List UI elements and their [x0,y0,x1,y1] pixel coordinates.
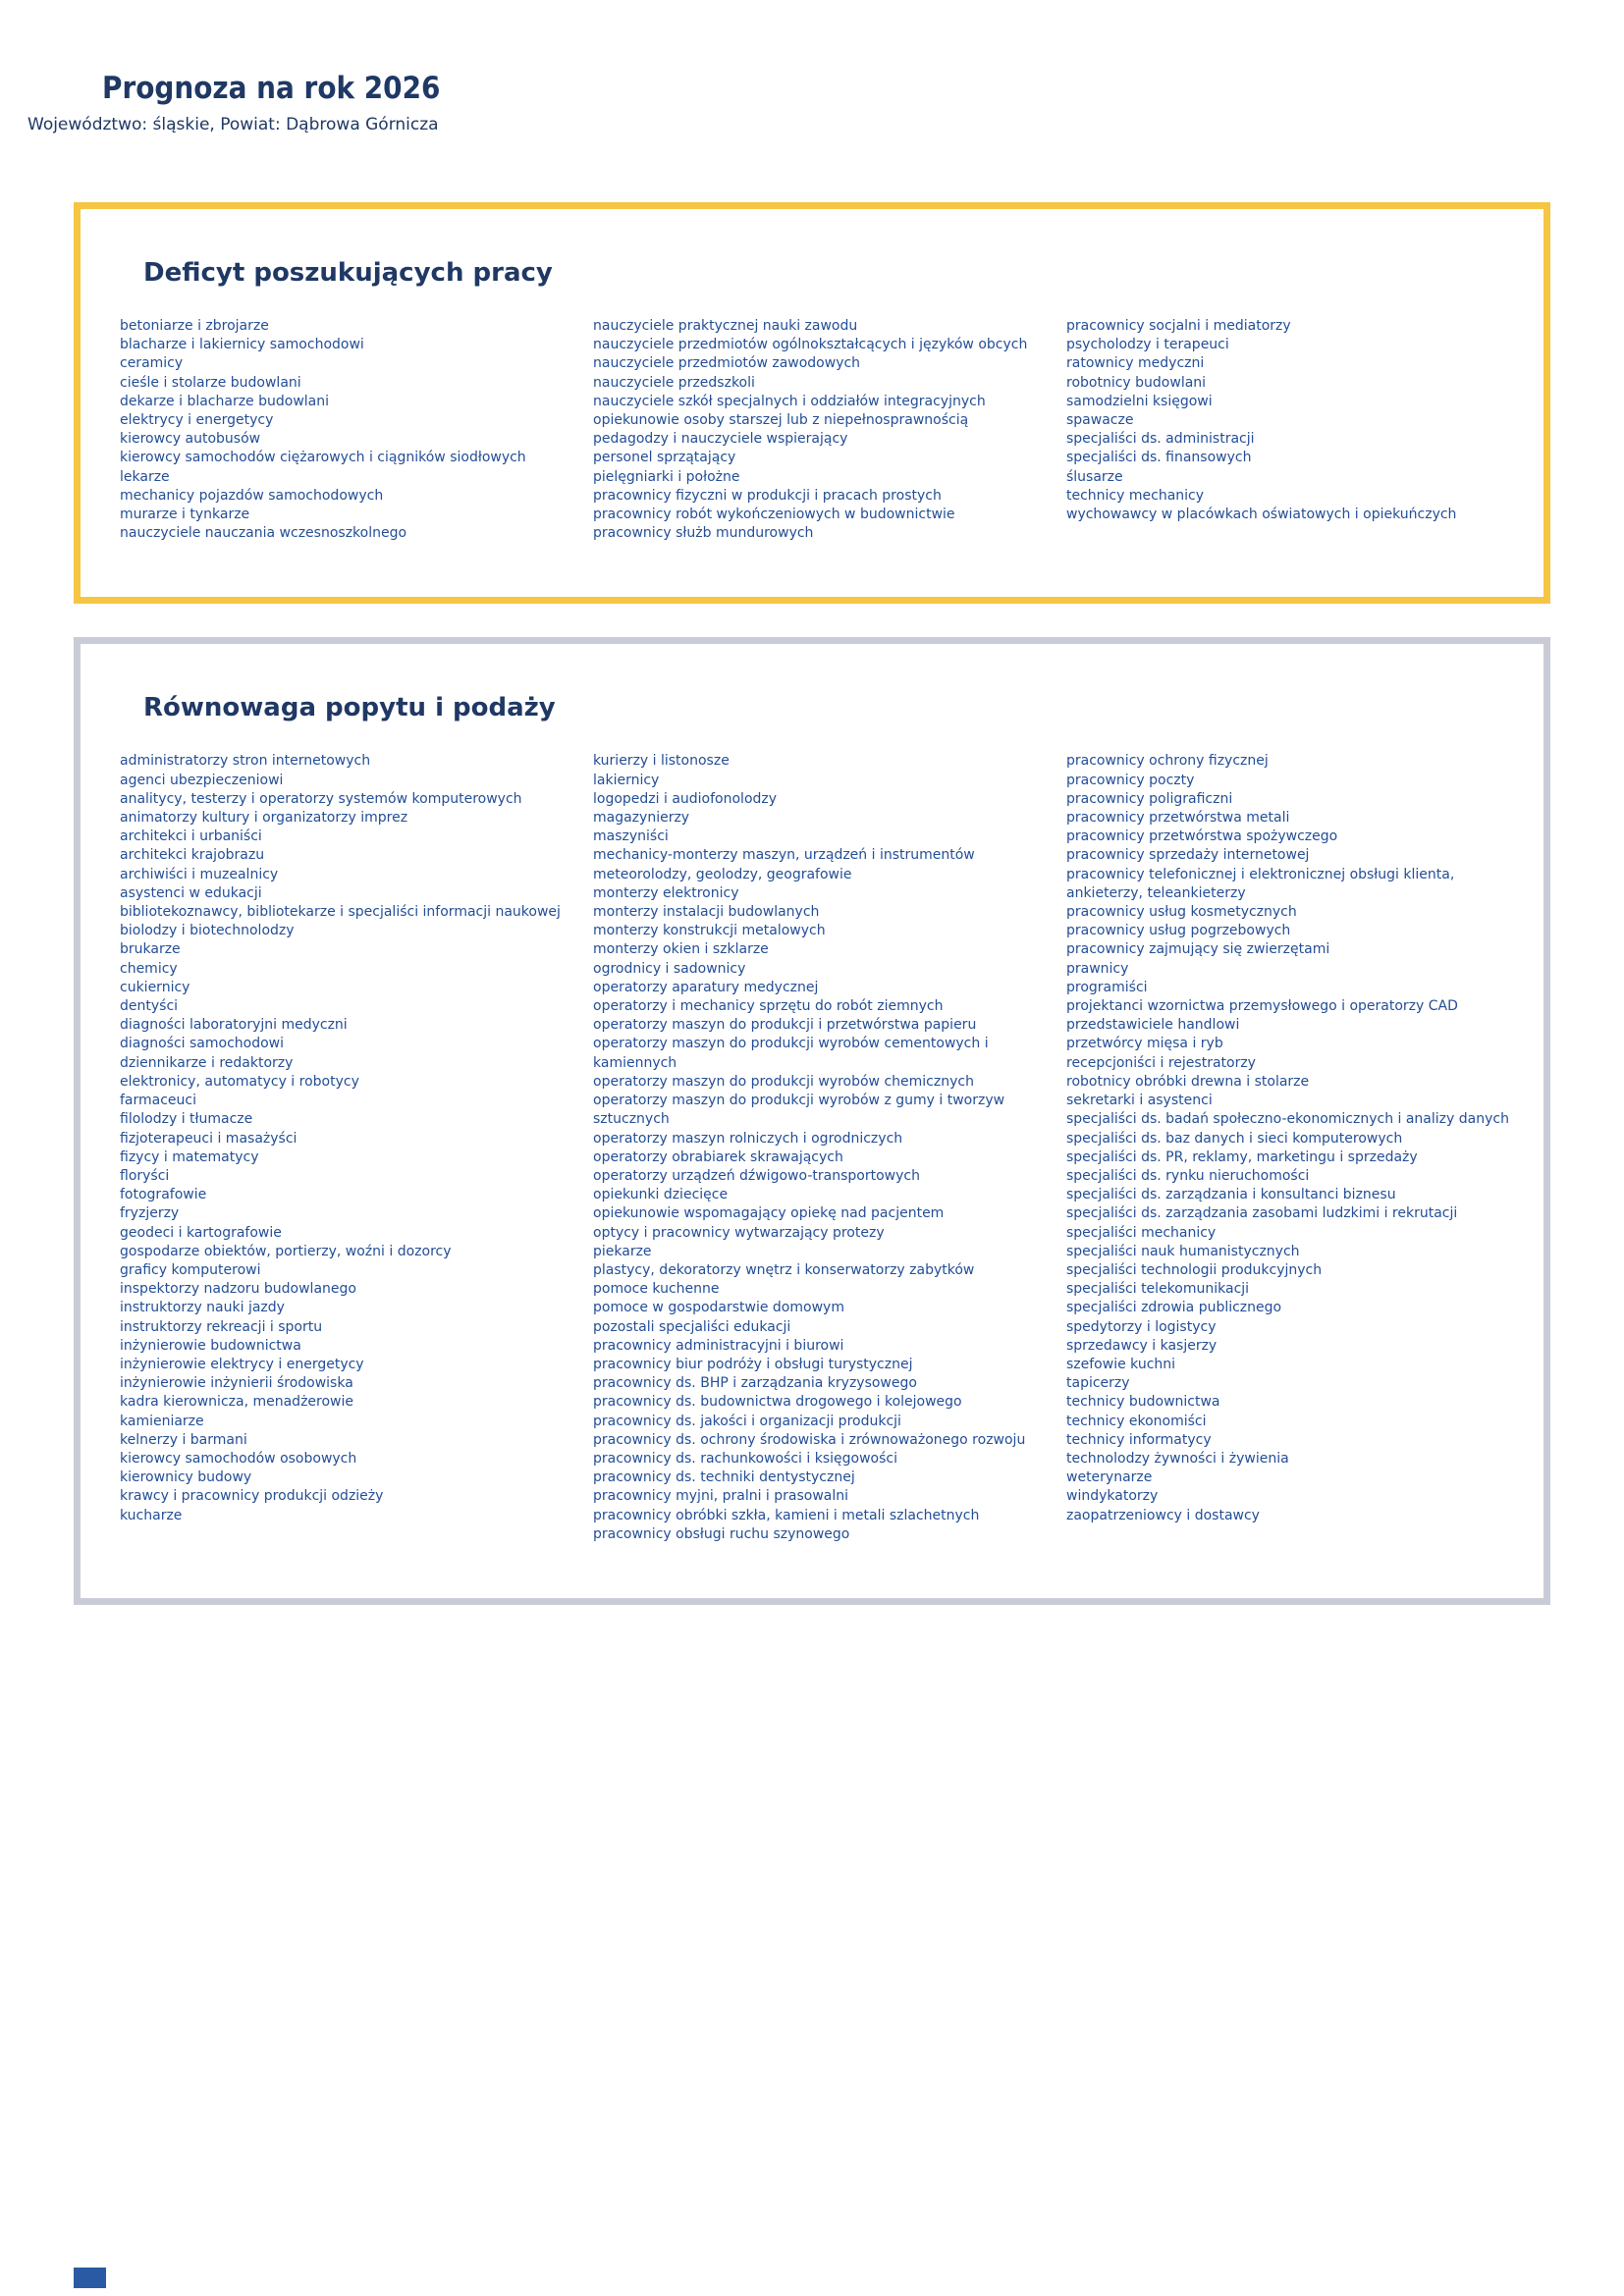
occupation-item: kierownicy budowy [120,1469,252,1486]
occupation-item: instruktorzy rekreacji i sportu [120,1318,323,1335]
occupation-item: pedagodzy i nauczyciele wspierający [593,431,848,448]
occupation-item: fizycy i matematycy [120,1148,259,1165]
occupation-item: specjaliści ds. zarządzania zasobami ludzkimi i rekrutacji [1066,1205,1458,1222]
occupation-item: plastycy, dekoratorzy wnętrz i konserwatorzy zabytków [593,1261,975,1278]
occupation-item: pracownicy służb mundurowych [593,525,814,542]
occupation-item: pracownicy ds. BHP i zarządzania kryzysowego [593,1375,917,1392]
occupation-item: operatorzy maszyn do produkcji wyrobów chemicznych [593,1073,974,1090]
occupation-item: murarze i tynkarze [120,507,250,523]
occupation-item: pracownicy ds. budownictwa drogowego i kolejowego [593,1394,962,1411]
occupation-item: kucharze [120,1507,183,1523]
occupation-item: pracownicy ds. jakości i organizacji produkcji [593,1413,901,1429]
occupation-item: krawcy i pracownicy produkcji odzieży [120,1488,384,1505]
occupation-item: analitycy, testerzy i operatorzy systemów komputerowych [120,790,522,807]
occupation-item: archiwiści i muzealnicy [120,866,279,882]
occupation-item: inżynierowie budownictwa [120,1337,301,1354]
occupation-item: zaopatrzeniowcy i dostawcy [1066,1507,1260,1523]
occupation-item: dziennikarze i redaktorzy [120,1054,294,1071]
occupation-item: instruktorzy nauki jazdy [120,1300,285,1316]
occupation-item: nauczyciele szkół specjalnych i oddziałów integracyjnych [593,393,986,409]
occupation-item: specjaliści zdrowia publicznego [1066,1300,1282,1316]
occupation-item: specjaliści ds. PR, reklamy, marketingu i sprzedaży [1066,1148,1418,1165]
occupation-item: programiści [1066,979,1148,995]
occupation-column [120,752,569,1544]
occupation-item: monterzy okien i szklarze [593,941,769,958]
occupation-item: windykatorzy [1066,1488,1159,1505]
occupation-item: projektanci wzornictwa przemysłowego i operatorzy CAD [1066,998,1458,1015]
occupation-item: logopedzi i audiofonolodzy [593,790,778,807]
occupation-item: cukiernicy [120,979,190,995]
occupation-item: ceramicy [120,355,184,372]
occupation-item: szefowie kuchni [1066,1356,1176,1372]
occupation-item: pracownicy socjalni i mediatorzy [1066,318,1291,334]
occupation-item: kurierzy i listonosze [593,753,730,770]
page-subtitle: Województwo: śląskie, Powiat: Dąbrowa Górnicza [27,115,439,134]
occupation-item: kierowcy samochodów osobowych [120,1450,357,1467]
occupation-item: ogrodnicy i sadownicy [593,960,746,977]
occupation-item: pracownicy poczty [1066,772,1195,788]
occupation-item: pracownicy fizyczni w produkcji i pracach prostych [593,487,942,504]
occupation-item: lekarze [120,468,170,485]
occupation-item: pielęgniarki i położne [593,468,740,485]
section-deficit [74,202,1550,604]
occupation-item: nauczyciele nauczania wczesnoszkolnego [120,525,407,542]
occupation-item: specjaliści technologii produkcyjnych [1066,1261,1323,1278]
occupation-column [593,752,1043,1544]
occupation-item: kadra kierownicza, menadżerowie [120,1394,353,1411]
occupation-item: ratownicy medyczni [1066,355,1205,372]
occupation-item: prawnicy [1066,960,1129,977]
occupation-item: elektrycy i energetycy [120,412,274,429]
occupation-item: mechanicy-monterzy maszyn, urządzeń i instrumentów [593,847,975,864]
occupation-item: pracownicy przetwórstwa spożywczego [1066,828,1338,845]
occupation-item: graficy komputerowi [120,1261,261,1278]
occupation-item: inżynierowie inżynierii środowiska [120,1375,353,1392]
occupation-item: przetwórcy mięsa i ryb [1066,1036,1223,1052]
occupation-item: pracownicy ds. techniki dentystycznej [593,1469,855,1486]
occupation-item: technicy informatycy [1066,1431,1212,1448]
occupation-item: operatorzy i mechanicy sprzętu do robót ziemnych [593,998,944,1015]
occupation-item: robotnicy budowlani [1066,374,1207,391]
occupation-item: operatorzy maszyn rolniczych i ogrodniczych [593,1130,903,1147]
occupation-item: administratorzy stron internetowych [120,753,371,770]
occupation-item: specjaliści ds. administracji [1066,431,1255,448]
section-balance-columns [120,752,1516,1544]
occupation-item: recepcjoniści i rejestratorzy [1066,1054,1256,1071]
occupation-item: specjaliści ds. baz danych i sieci komputerowych [1066,1130,1403,1147]
occupation-item: dekarze i blacharze budowlani [120,393,330,409]
occupation-item: magazynierzy [593,810,690,827]
footer-page-mark [74,2268,106,2288]
occupation-item: piekarze [593,1243,652,1259]
occupation-item: sprzedawcy i kasjerzy [1066,1337,1218,1354]
occupation-item: specjaliści mechanicy [1066,1224,1217,1241]
occupation-item: pracownicy ds. ochrony środowiska i zrównoważonego rozwoju [593,1431,1026,1448]
occupation-item: monterzy konstrukcji metalowych [593,923,826,939]
occupation-item: architekci krajobrazu [120,847,265,864]
occupation-column [1066,752,1516,1544]
occupation-item: pracownicy usług kosmetycznych [1066,904,1297,921]
occupation-item: opiekunki dziecięce [593,1187,729,1203]
occupation-item: specjaliści ds. rynku nieruchomości [1066,1167,1310,1184]
occupation-item: pracownicy obsługi ruchu szynowego [593,1525,850,1542]
occupation-item: przedstawiciele handlowi [1066,1017,1240,1034]
section-balance-title: Równowaga popytu i podaży [143,693,556,723]
occupation-item: operatorzy urządzeń dźwigowo-transportowych [593,1167,920,1184]
occupation-item: wychowawcy w placówkach oświatowych i opiekuńczych [1066,507,1457,523]
occupation-item: pomoce kuchenne [593,1281,720,1298]
occupation-item: filolodzy i tłumacze [120,1111,253,1128]
occupation-item: elektronicy, automatycy i robotycy [120,1073,359,1090]
occupation-item: specjaliści ds. badań społeczno-ekonomicznych i analizy danych [1066,1111,1509,1128]
occupation-item: dentyści [120,998,179,1015]
occupation-item: specjaliści ds. finansowych [1066,450,1252,466]
page-title: Prognoza na rok 2026 [102,71,441,106]
occupation-item: personel sprzątający [593,450,736,466]
occupation-item: chemicy [120,960,178,977]
occupation-item: agenci ubezpieczeniowi [120,772,284,788]
occupation-item: inspektorzy nadzoru budowlanego [120,1281,356,1298]
occupation-item: pracownicy poligraficzni [1066,790,1233,807]
occupation-item: pracownicy sprzedaży internetowej [1066,847,1310,864]
page-header [0,0,1624,134]
occupation-item: pozostali specjaliści edukacji [593,1318,791,1335]
occupation-item: diagności laboratoryjni medyczni [120,1017,348,1034]
occupation-item: asystenci w edukacji [120,884,262,901]
occupation-item: operatorzy maszyn do produkcji wyrobów cementowych i kamiennych [593,1036,989,1071]
section-deficit-columns [120,317,1516,543]
occupation-item: fryzjerzy [120,1205,180,1222]
occupation-item: pracownicy ds. rachunkowości i księgowości [593,1450,897,1467]
occupation-item: monterzy elektronicy [593,884,739,901]
occupation-item: maszyniści [593,828,669,845]
occupation-item: gospodarze obiektów, portierzy, woźni i dozorcy [120,1243,452,1259]
occupation-item: diagności samochodowi [120,1036,285,1052]
occupation-item: tapicerzy [1066,1375,1130,1392]
occupation-item: pracownicy administracyjni i biurowi [593,1337,844,1354]
occupation-item: nauczyciele przedszkoli [593,374,755,391]
section-deficit-title: Deficyt poszukujących pracy [143,258,553,288]
occupation-item: pracownicy zajmujący się zwierzętami [1066,941,1330,958]
occupation-item: robotnicy obróbki drewna i stolarze [1066,1073,1310,1090]
occupation-item: specjaliści telekomunikacji [1066,1281,1250,1298]
occupation-item: optycy i pracownicy wytwarzający protezy [593,1224,885,1241]
occupation-item: pracownicy biur podróży i obsługi turystycznej [593,1356,913,1372]
occupation-item: spawacze [1066,412,1134,429]
occupation-item: specjaliści nauk humanistycznych [1066,1243,1300,1259]
occupation-item: opiekunowie osoby starszej lub z niepełnosprawnością [593,412,969,429]
occupation-item: monterzy instalacji budowlanych [593,904,820,921]
occupation-item: specjaliści ds. zarządzania i konsultanci biznesu [1066,1187,1396,1203]
occupation-item: opiekunowie wspomagający opiekę nad pacjentem [593,1205,945,1222]
occupation-item: nauczyciele przedmiotów zawodowych [593,355,861,372]
occupation-item: floryści [120,1167,170,1184]
occupation-item: kierowcy samochodów ciężarowych i ciągników siodłowych [120,450,526,466]
occupation-item: inżynierowie elektrycy i energetycy [120,1356,364,1372]
occupation-item: kelnerzy i barmani [120,1431,247,1448]
occupation-item: samodzielni księgowi [1066,393,1213,409]
occupation-item: fotografowie [120,1187,207,1203]
occupation-item: pomoce w gospodarstwie domowym [593,1300,844,1316]
occupation-item: architekci i urbaniści [120,828,262,845]
occupation-item: technicy mechanicy [1066,487,1205,504]
occupation-item: brukarze [120,941,181,958]
occupation-item: pracownicy przetwórstwa metali [1066,810,1290,827]
occupation-item: nauczyciele przedmiotów ogólnokształcących i języków obcych [593,337,1028,353]
occupation-item: technolodzy żywności i żywienia [1066,1450,1289,1467]
occupation-item: animatorzy kultury i organizatorzy imprez [120,810,408,827]
occupation-item: pracownicy robót wykończeniowych w budownictwie [593,507,955,523]
occupation-item: weterynarze [1066,1469,1153,1486]
occupation-column [1066,317,1516,543]
occupation-item: operatorzy aparatury medycznej [593,979,819,995]
occupation-item: geodeci i kartografowie [120,1224,282,1241]
section-balance [74,637,1550,1605]
occupation-item: operatorzy maszyn do produkcji wyrobów z gumy i tworzyw sztucznych [593,1093,1005,1128]
occupation-item: nauczyciele praktycznej nauki zawodu [593,318,858,334]
occupation-item: technicy budownictwa [1066,1394,1220,1411]
occupation-column [120,317,569,543]
occupation-item: kamieniarze [120,1413,204,1429]
occupation-item: lakiernicy [593,772,660,788]
occupation-item: fizjoterapeuci i masażyści [120,1130,298,1147]
occupation-item: blacharze i lakiernicy samochodowi [120,337,364,353]
occupation-item: ślusarze [1066,468,1123,485]
occupation-item: technicy ekonomiści [1066,1413,1207,1429]
occupation-item: pracownicy obróbki szkła, kamieni i metali szlachetnych [593,1507,980,1523]
occupation-item: bibliotekoznawcy, bibliotekarze i specjaliści informacji naukowej [120,904,561,921]
occupation-item: pracownicy telefonicznej i elektronicznej obsługi klienta, ankieterzy, teleankieterzy [1066,866,1455,901]
occupation-item: operatorzy obrabiarek skrawających [593,1148,843,1165]
occupation-item: betoniarze i zbrojarze [120,318,269,334]
occupation-item: kierowcy autobusów [120,431,261,448]
occupation-item: mechanicy pojazdów samochodowych [120,487,384,504]
occupation-item: biolodzy i biotechnolodzy [120,923,295,939]
occupation-item: spedytorzy i logistycy [1066,1318,1217,1335]
occupation-item: operatorzy maszyn do produkcji i przetwórstwa papieru [593,1017,977,1034]
occupation-item: farmaceuci [120,1093,197,1109]
occupation-item: meteorolodzy, geolodzy, geografowie [593,866,852,882]
occupation-item: pracownicy ochrony fizycznej [1066,753,1269,770]
occupation-column [593,317,1043,543]
occupation-item: sekretarki i asystenci [1066,1093,1213,1109]
occupation-item: pracownicy myjni, pralni i prasowalni [593,1488,849,1505]
occupation-item: cieśle i stolarze budowlani [120,374,301,391]
occupation-item: psycholodzy i terapeuci [1066,337,1229,353]
occupation-item: pracownicy usług pogrzebowych [1066,923,1291,939]
